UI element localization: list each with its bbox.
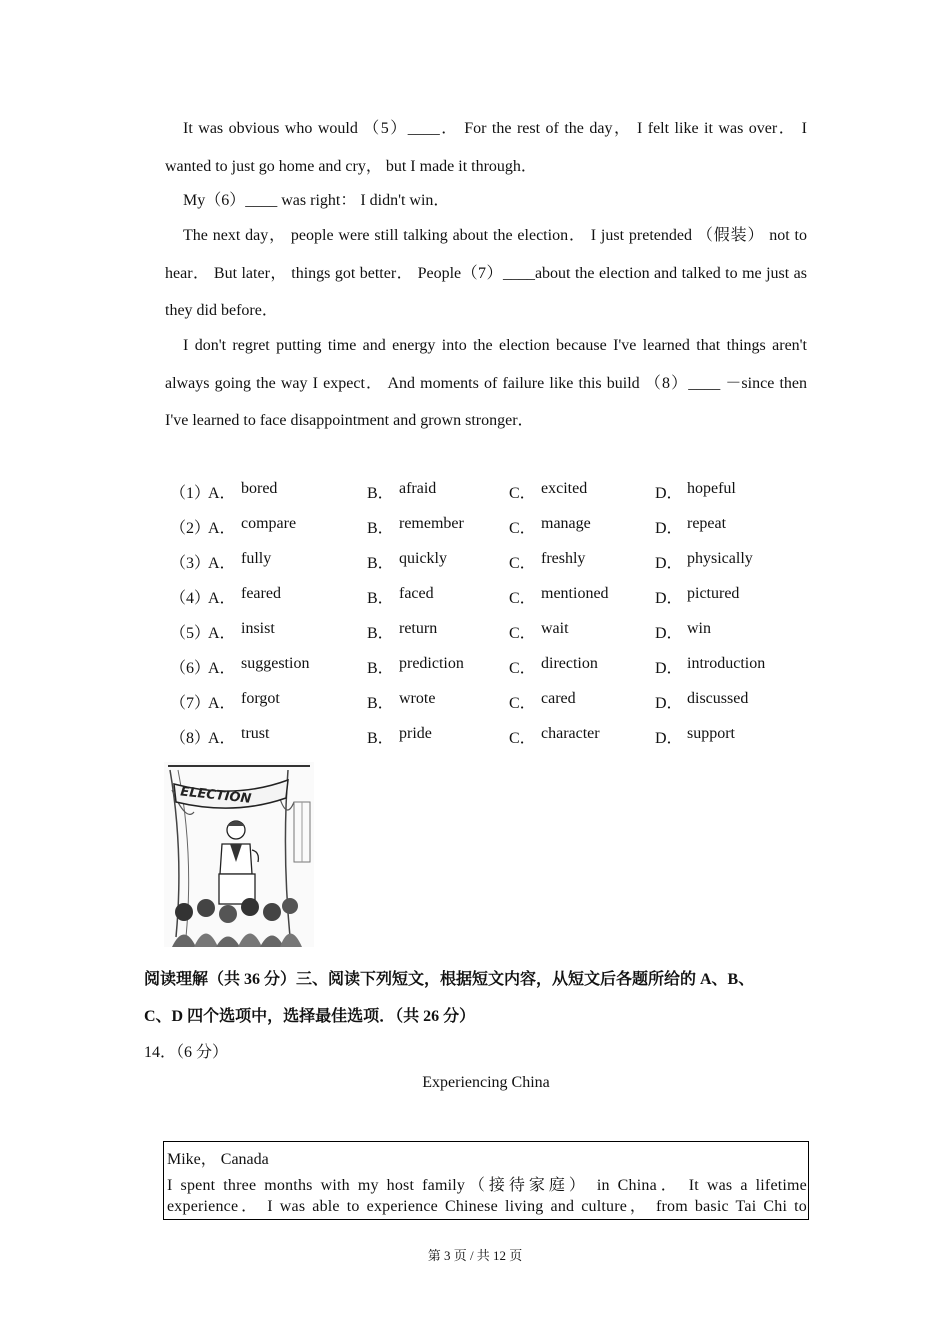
option-letter-a: A． (208, 695, 236, 712)
option-row (170, 583, 810, 618)
option-d-text: pictured (687, 585, 740, 602)
option-letter-d: D． (655, 520, 683, 537)
option-a-text: compare (241, 515, 297, 532)
question-number: （2） (170, 520, 211, 537)
option-letter-b: B． (367, 625, 394, 642)
option-letter-d: D． (655, 730, 683, 747)
option-a-text: bored (241, 480, 278, 497)
section-instructions-line2: C、D 四个选项中，选择最佳选项．（共 26 分） (144, 1008, 476, 1025)
option-letter-c: C． (509, 590, 536, 607)
option-c-text: freshly (541, 550, 586, 567)
question-number: （1） (170, 485, 211, 502)
option-letter-d: D． (655, 660, 683, 677)
section-instructions-line1: 阅读理解（共 36 分）三、阅读下列短文，根据短文内容，从短文后各题所给的 A、B、 (144, 971, 755, 988)
option-c-text: character (541, 725, 600, 742)
option-c-text: excited (541, 480, 588, 497)
page-footer: 第 3 页 / 共 12 页 (427, 1248, 523, 1263)
option-letter-d: D． (655, 485, 683, 502)
option-row (170, 723, 810, 758)
option-d-text: hopeful (687, 480, 736, 497)
option-c-text: mentioned (541, 585, 609, 602)
option-a-text: suggestion (241, 655, 310, 672)
option-letter-b: B． (367, 660, 394, 677)
option-c-text: cared (541, 690, 576, 707)
option-c-text: wait (541, 620, 569, 637)
option-row (170, 478, 810, 513)
passage-paragraph-6: My（6）____ was right： I didn't win． (183, 192, 450, 209)
option-letter-c: C． (509, 695, 536, 712)
option-letter-d: D． (655, 590, 683, 607)
option-d-text: support (687, 725, 735, 742)
option-letter-a: A． (208, 485, 236, 502)
option-letter-d: D． (655, 555, 683, 572)
question-number: （3） (170, 555, 211, 572)
option-d-text: physically (687, 550, 753, 567)
option-letter-c: C． (509, 625, 536, 642)
option-letter-c: C． (509, 520, 536, 537)
question-number: （6） (170, 660, 211, 677)
option-letter-d: D． (655, 625, 683, 642)
option-b-text: wrote (399, 690, 436, 707)
option-b-text: faced (399, 585, 434, 602)
question-number: （8） (170, 730, 211, 747)
question-number: （5） (170, 625, 211, 642)
option-b-text: return (399, 620, 438, 637)
option-c-text: manage (541, 515, 591, 532)
banner-label: ELECTION (179, 784, 253, 807)
option-letter-b: B． (367, 520, 394, 537)
option-c-text: direction (541, 655, 598, 672)
option-letter-c: C． (509, 485, 536, 502)
option-a-text: forgot (241, 690, 280, 707)
option-a-text: trust (241, 725, 270, 742)
option-row (170, 688, 810, 723)
question-number: （7） (170, 695, 211, 712)
election-illustration (164, 762, 314, 947)
options-list (170, 478, 810, 758)
option-letter-a: A． (208, 555, 236, 572)
option-letter-a: A． (208, 520, 236, 537)
passage-paragraph-7: The next day， people were still talking about the election． I just pretended （假装） not to hear． But later， things got better． People（7）____about the election and talked to me just as they did before． (165, 227, 807, 319)
option-a-text: fully (241, 550, 272, 567)
option-row (170, 513, 810, 548)
option-letter-a: A． (208, 625, 236, 642)
option-letter-b: B． (367, 590, 394, 607)
passage-paragraph-5: It was obvious who would （5）____． For the rest of the day， I felt like it was over． I wanted to just go home and cry， but I made it through． (165, 120, 807, 175)
option-letter-c: C． (509, 555, 536, 572)
passage-paragraph-8: I don't regret putting time and energy into the election because I've learned that things aren't always going the way I expect． And moments of failure like this build （8）____ －since then I've learned to face disappointment and grown stronger． (165, 337, 807, 429)
option-letter-b: B． (367, 695, 394, 712)
option-letter-d: D． (655, 695, 683, 712)
option-b-text: quickly (399, 550, 447, 567)
option-letter-c: C． (509, 660, 536, 677)
testimonial-text: I spent three months with my host family（接待家庭） in China． It was a lifetime experience． I was able to experience Chinese living and culture， from basic Tai Chi to (167, 1177, 807, 1215)
testimonial-author: Mike， Canada (167, 1151, 269, 1168)
question-label: 14．（6 分） (144, 1044, 229, 1061)
option-letter-b: B． (367, 485, 394, 502)
testimonial-box (163, 1141, 809, 1220)
option-a-text: feared (241, 585, 281, 602)
option-row (170, 548, 810, 583)
option-letter-c: C． (509, 730, 536, 747)
option-d-text: repeat (687, 515, 727, 532)
option-letter-a: A． (208, 590, 236, 607)
option-a-text: insist (241, 620, 275, 637)
question-number: （4） (170, 590, 211, 607)
option-b-text: pride (399, 725, 432, 742)
option-b-text: afraid (399, 480, 437, 497)
option-letter-b: B． (367, 555, 394, 572)
option-d-text: introduction (687, 655, 766, 672)
option-d-text: win (687, 620, 711, 637)
option-letter-a: A． (208, 660, 236, 677)
option-letter-a: A． (208, 730, 236, 747)
option-d-text: discussed (687, 690, 749, 707)
passage-title: Experiencing China (422, 1074, 550, 1091)
option-letter-b: B． (367, 730, 394, 747)
option-row (170, 618, 810, 653)
option-row (170, 653, 810, 688)
option-b-text: remember (399, 515, 464, 532)
option-b-text: prediction (399, 655, 464, 672)
